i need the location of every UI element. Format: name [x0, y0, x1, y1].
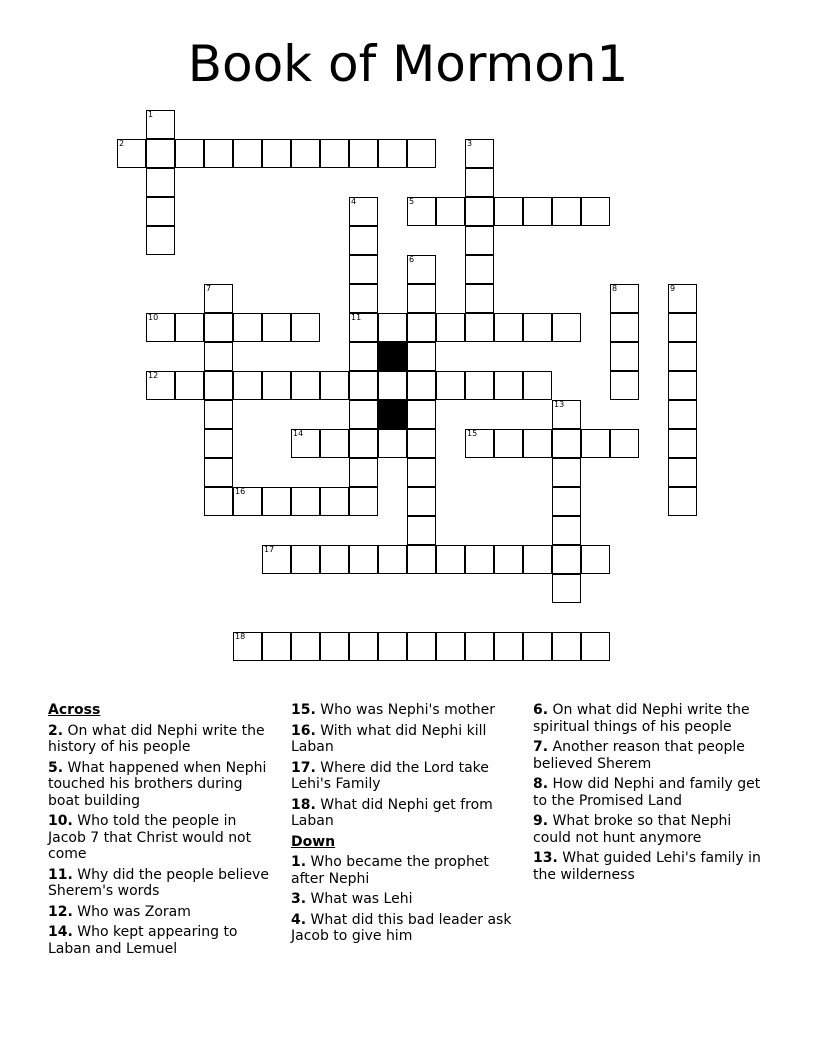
- grid-cell[interactable]: [349, 197, 378, 226]
- grid-cell[interactable]: [581, 429, 610, 458]
- grid-cell[interactable]: [465, 255, 494, 284]
- clue-number: 10: [148, 313, 159, 322]
- clue-number: 7: [206, 284, 212, 293]
- grid-cell[interactable]: [378, 429, 407, 458]
- grid-cell[interactable]: [523, 429, 552, 458]
- grid-cell[interactable]: [175, 371, 204, 400]
- grid-cell[interactable]: [407, 545, 436, 574]
- grid-cell[interactable]: [262, 139, 291, 168]
- grid-cell[interactable]: [378, 545, 407, 574]
- clue-column-2: [291, 702, 516, 949]
- grid-cell[interactable]: [465, 545, 494, 574]
- grid-cell[interactable]: [320, 632, 349, 661]
- grid-cell[interactable]: [465, 371, 494, 400]
- clue-down-6: 6. On what did Nephi write the spiritual things of his people: [533, 702, 750, 735]
- clue-down-13: 13. What guided Lehi's family in the wilderness: [533, 850, 761, 883]
- grid-cell[interactable]: [523, 632, 552, 661]
- clue-number: 16: [235, 487, 246, 496]
- grid-cell[interactable]: [465, 139, 494, 168]
- grid-cell[interactable]: [204, 400, 233, 429]
- grid-cell[interactable]: [552, 574, 581, 603]
- grid-cell[interactable]: [320, 429, 349, 458]
- grid-cell[interactable]: [465, 284, 494, 313]
- grid-cell[interactable]: [668, 458, 697, 487]
- clue-number: 2: [119, 139, 125, 148]
- clue-across-11: 11. Why did the people believe Sherem's words: [48, 866, 269, 899]
- grid-cell[interactable]: [349, 313, 378, 342]
- grid-cell[interactable]: [291, 429, 320, 458]
- across-heading: Across: [48, 702, 101, 718]
- grid-cell[interactable]: [407, 400, 436, 429]
- grid-cell[interactable]: [552, 487, 581, 516]
- grid-cell[interactable]: [349, 139, 378, 168]
- grid-cell[interactable]: [407, 313, 436, 342]
- clue-down-8: 8. How did Nephi and family get to the Promised Land: [533, 776, 761, 809]
- grid-cell[interactable]: [494, 545, 523, 574]
- grid-cell[interactable]: [349, 400, 378, 429]
- grid-cell[interactable]: [349, 226, 378, 255]
- grid-cell[interactable]: [581, 632, 610, 661]
- grid-cell[interactable]: [349, 342, 378, 371]
- clue-across-14: 14. Who kept appearing to Laban and Lemuel: [48, 924, 238, 957]
- grid-cell[interactable]: [349, 255, 378, 284]
- grid-cell[interactable]: [349, 487, 378, 516]
- grid-cell[interactable]: [291, 545, 320, 574]
- grid-cell[interactable]: [204, 458, 233, 487]
- grid-cell[interactable]: [610, 371, 639, 400]
- page-title: Book of Mormon1: [187, 35, 629, 93]
- grid-cell[interactable]: [581, 197, 610, 226]
- grid-cell[interactable]: [378, 313, 407, 342]
- grid-cell[interactable]: [204, 371, 233, 400]
- grid-cell[interactable]: [117, 139, 146, 168]
- clue-across-12: 12. Who was Zoram: [48, 903, 191, 920]
- grid-cell[interactable]: [291, 487, 320, 516]
- grid-cell[interactable]: [552, 516, 581, 545]
- grid-cell[interactable]: [436, 197, 465, 226]
- grid-cell[interactable]: [146, 139, 175, 168]
- clue-across-17: 17. Where did the Lord take Lehi's Family: [291, 759, 489, 792]
- grid-cell[interactable]: [204, 487, 233, 516]
- grid-cell[interactable]: [610, 429, 639, 458]
- grid-cell[interactable]: [349, 458, 378, 487]
- grid-cell[interactable]: [262, 487, 291, 516]
- clue-number: 12: [148, 371, 159, 380]
- grid-cell[interactable]: [465, 632, 494, 661]
- grid-cell[interactable]: [523, 313, 552, 342]
- clue-across-10: 10. Who told the people in Jacob 7 that Christ would not come: [48, 813, 252, 862]
- grid-cell[interactable]: [436, 545, 465, 574]
- clue-column-1: [48, 702, 276, 961]
- clue-number: 1: [148, 110, 154, 119]
- grid-cell[interactable]: [146, 226, 175, 255]
- grid-cell[interactable]: [436, 632, 465, 661]
- grid-cell[interactable]: [349, 429, 378, 458]
- grid-cell[interactable]: [407, 139, 436, 168]
- clue-number: 17: [264, 545, 275, 554]
- clue-number: 4: [351, 197, 357, 206]
- clue-number: 18: [235, 632, 246, 641]
- grid-cell[interactable]: [436, 371, 465, 400]
- clue-down-9: 9. What broke so that Nephi could not hunt anymore: [533, 813, 732, 846]
- clue-number: 14: [293, 429, 304, 438]
- grid-cell[interactable]: [552, 458, 581, 487]
- grid-cell[interactable]: [233, 371, 262, 400]
- grid-cell[interactable]: [146, 313, 175, 342]
- grid-cell[interactable]: [262, 313, 291, 342]
- grid-cell[interactable]: [523, 197, 552, 226]
- grid-cell[interactable]: [407, 255, 436, 284]
- clue-across-16: 16. With what did Nephi kill Laban: [291, 722, 487, 755]
- grid-cell[interactable]: [610, 342, 639, 371]
- grid-cell[interactable]: [610, 284, 639, 313]
- grid-cell[interactable]: [291, 313, 320, 342]
- clue-across-15: 15. Who was Nephi's mother: [291, 702, 496, 718]
- grid-cell[interactable]: [552, 429, 581, 458]
- grid-cell[interactable]: [175, 313, 204, 342]
- grid-cell[interactable]: [320, 545, 349, 574]
- grid-cell[interactable]: [233, 487, 262, 516]
- grid-cell[interactable]: [262, 545, 291, 574]
- clue-number: 3: [467, 139, 473, 148]
- clue-number: 6: [409, 255, 415, 264]
- grid-cell[interactable]: [349, 371, 378, 400]
- grid-cell[interactable]: [668, 429, 697, 458]
- grid-cell[interactable]: [204, 429, 233, 458]
- clue-number: 13: [554, 400, 565, 409]
- grid-cell[interactable]: [204, 342, 233, 371]
- grid-cell[interactable]: [668, 284, 697, 313]
- grid-cell[interactable]: [349, 632, 378, 661]
- grid-cell[interactable]: [407, 487, 436, 516]
- grid-cell[interactable]: [407, 632, 436, 661]
- grid-cell[interactable]: [552, 313, 581, 342]
- grid-cell[interactable]: [291, 139, 320, 168]
- grid-cell[interactable]: [320, 139, 349, 168]
- grid-cell[interactable]: [523, 545, 552, 574]
- grid-cell[interactable]: [668, 371, 697, 400]
- clue-across-5: 5. What happened when Nephi touched his brothers during boat building: [48, 759, 267, 809]
- grid-cell[interactable]: [407, 342, 436, 371]
- grid-cell[interactable]: [378, 139, 407, 168]
- grid-cell[interactable]: [465, 226, 494, 255]
- grid-cell[interactable]: [668, 400, 697, 429]
- grid-cell[interactable]: [204, 313, 233, 342]
- grid-cell[interactable]: [552, 545, 581, 574]
- clue-down-4: 4. What did this bad leader ask Jacob to give him: [291, 911, 512, 944]
- grid-cell[interactable]: [146, 168, 175, 197]
- grid-cell[interactable]: [668, 487, 697, 516]
- grid-cell[interactable]: [465, 197, 494, 226]
- grid-cell[interactable]: [407, 197, 436, 226]
- clue-down-3: 3. What was Lehi: [291, 891, 413, 907]
- grid-cell[interactable]: [610, 313, 639, 342]
- clue-number: 15: [467, 429, 478, 438]
- clue-number: 11: [351, 313, 362, 322]
- grid-cell[interactable]: [407, 458, 436, 487]
- grid-cell[interactable]: [494, 632, 523, 661]
- grid-cell[interactable]: [465, 168, 494, 197]
- clue-across-18: 18. What did Nephi get from Laban: [291, 796, 493, 829]
- grid-cell[interactable]: [407, 284, 436, 313]
- grid-cell[interactable]: [378, 632, 407, 661]
- grid-cell[interactable]: [407, 371, 436, 400]
- clue-number: 5: [409, 197, 415, 206]
- grid-cell[interactable]: [465, 313, 494, 342]
- grid-block: [378, 342, 407, 371]
- grid-cell[interactable]: [668, 313, 697, 342]
- down-heading: Down: [291, 833, 336, 850]
- grid-cell[interactable]: [233, 139, 262, 168]
- grid-cell[interactable]: [349, 545, 378, 574]
- grid-cell[interactable]: [175, 139, 204, 168]
- grid-cell[interactable]: [378, 371, 407, 400]
- grid-cell[interactable]: [436, 313, 465, 342]
- grid-cell[interactable]: [349, 284, 378, 313]
- grid-block: [378, 400, 407, 429]
- grid-cell[interactable]: [407, 429, 436, 458]
- grid-cell[interactable]: [291, 371, 320, 400]
- grid-cell[interactable]: [233, 313, 262, 342]
- grid-cell[interactable]: [581, 545, 610, 574]
- grid-cell[interactable]: [146, 110, 175, 139]
- grid-cell[interactable]: [320, 371, 349, 400]
- grid-cell[interactable]: [494, 197, 523, 226]
- grid-cell[interactable]: [146, 371, 175, 400]
- clue-down-7: 7. Another reason that people believed Sherem: [533, 739, 745, 772]
- grid-cell[interactable]: [204, 284, 233, 313]
- clue-number: 8: [612, 284, 618, 293]
- grid-cell[interactable]: [262, 371, 291, 400]
- grid-cell[interactable]: [320, 487, 349, 516]
- grid-cell[interactable]: [146, 197, 175, 226]
- clue-across-2: 2. On what did Nephi write the history of his people: [48, 722, 265, 755]
- grid-cell[interactable]: [552, 197, 581, 226]
- grid-cell[interactable]: [407, 516, 436, 545]
- clue-down-1: 1. Who became the prophet after Nephi: [291, 854, 489, 887]
- grid-cell[interactable]: [494, 313, 523, 342]
- grid-cell[interactable]: [523, 371, 552, 400]
- grid-cell[interactable]: [465, 429, 494, 458]
- grid-cell[interactable]: [552, 400, 581, 429]
- grid-cell[interactable]: [204, 139, 233, 168]
- clue-number: 9: [670, 284, 676, 293]
- grid-cell[interactable]: [494, 371, 523, 400]
- grid-cell[interactable]: [233, 632, 262, 661]
- grid-cell[interactable]: [291, 632, 320, 661]
- grid-cell[interactable]: [668, 342, 697, 371]
- clue-column-3: [533, 702, 765, 887]
- grid-cell[interactable]: [494, 429, 523, 458]
- grid-cell[interactable]: [552, 632, 581, 661]
- grid-cell[interactable]: [262, 632, 291, 661]
